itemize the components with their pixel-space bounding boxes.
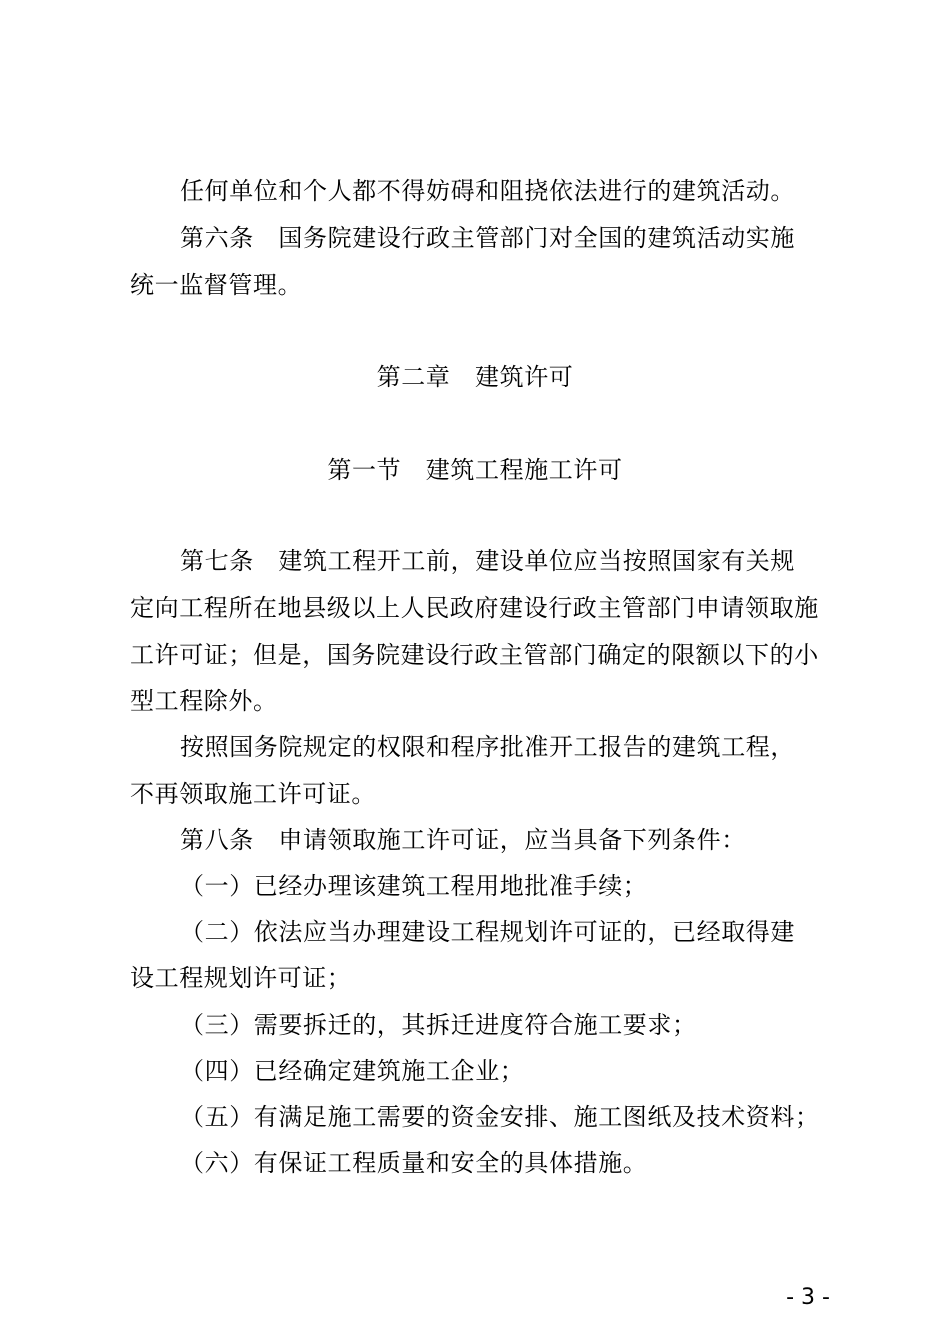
article-8-line: 第八条 申请领取施工许可证，应当具备下列条件： bbox=[180, 826, 746, 854]
list-item: （六）有保证工程质量和安全的具体措施。 bbox=[180, 1149, 648, 1177]
list-item: （三）需要拆迁的，其拆迁进度符合施工要求； bbox=[180, 1011, 697, 1039]
page-number: - 3 - bbox=[786, 1285, 830, 1310]
list-item: （四）已经确定建筑施工企业； bbox=[180, 1057, 525, 1085]
paragraph-line: 型工程除外。 bbox=[130, 687, 278, 715]
list-item: （二）依法应当办理建设工程规划许可证的，已经取得建 bbox=[180, 918, 795, 946]
paragraph-line: 设工程规划许可证； bbox=[130, 964, 352, 992]
article-7-line: 第七条 建筑工程开工前，建设单位应当按照国家有关规 bbox=[180, 547, 795, 575]
paragraph-line: 任何单位和个人都不得妨碍和阻挠依法进行的建筑活动。 bbox=[180, 177, 795, 205]
list-item: （五）有满足施工需要的资金安排、施工图纸及技术资料； bbox=[180, 1103, 820, 1131]
paragraph-line: 定向工程所在地县级以上人民政府建设行政主管部门申请领取施 bbox=[130, 594, 819, 622]
paragraph-line: 按照国务院规定的权限和程序批准开工报告的建筑工程， bbox=[180, 733, 795, 761]
paragraph-line: 工许可证；但是，国务院建设行政主管部门确定的限额以下的小 bbox=[130, 641, 819, 669]
article-6-line: 第六条 国务院建设行政主管部门对全国的建筑活动实施 bbox=[180, 224, 795, 252]
paragraph-line: 不再领取施工许可证。 bbox=[130, 780, 376, 808]
chapter-heading: 第二章 建筑许可 bbox=[376, 363, 574, 391]
section-heading: 第一节 建筑工程施工许可 bbox=[327, 456, 623, 484]
list-item: （一）已经办理该建筑工程用地批准手续； bbox=[180, 872, 648, 900]
paragraph-line: 统一监督管理。 bbox=[130, 271, 303, 299]
